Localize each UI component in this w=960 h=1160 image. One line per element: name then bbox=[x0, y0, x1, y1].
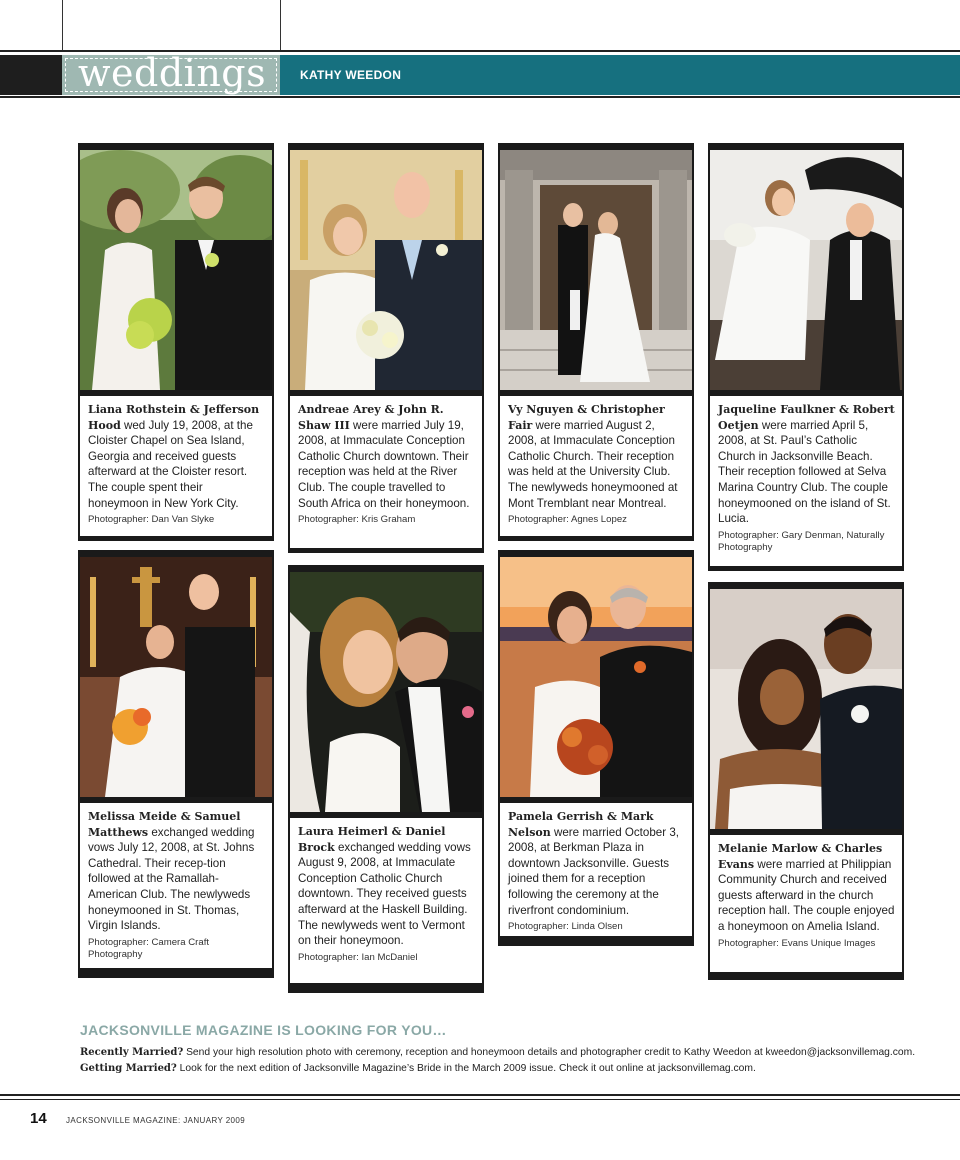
photographer-credit: Photographer: Ian McDaniel bbox=[298, 951, 418, 963]
photographer-credit: Photographer: Gary Denman, Naturally Photography bbox=[718, 529, 885, 554]
promo-label: Recently Married? bbox=[80, 1047, 184, 1058]
wedding-card bbox=[288, 565, 484, 993]
header-rule bbox=[0, 50, 960, 52]
header-rule bbox=[0, 96, 960, 98]
photographer-credit: Photographer: Kris Graham bbox=[298, 514, 416, 526]
couple-names: Liana Rothstein & Jefferson Hood bbox=[88, 403, 260, 432]
photographer-credit: Photographer: Agnes Lopez bbox=[508, 514, 627, 526]
wedding-photo bbox=[710, 589, 902, 829]
wedding-card bbox=[498, 143, 694, 541]
photographer-credit: Photographer: Linda Olsen bbox=[508, 921, 623, 933]
photographer-credit: Photographer: Dan Van Slyke bbox=[88, 514, 215, 526]
wedding-caption bbox=[710, 832, 902, 972]
wedding-photo bbox=[80, 557, 272, 797]
frame-line bbox=[280, 0, 281, 50]
couple-names: Andreae Arey & John R. Shaw III bbox=[298, 403, 444, 432]
wedding-photo bbox=[500, 150, 692, 390]
wedding-card bbox=[78, 143, 274, 541]
promo-label: Getting Married? bbox=[80, 1063, 177, 1074]
wedding-description bbox=[718, 402, 895, 527]
wedding-description bbox=[88, 402, 265, 511]
promo-text: Look for the next edition of Jacksonville Magazine’s Bride in the March 2009 issue. Check it out online at jacksonvillemag.com. bbox=[176, 1063, 756, 1074]
wedding-description bbox=[718, 841, 895, 935]
wedding-description bbox=[298, 824, 475, 949]
wedding-card bbox=[288, 143, 484, 553]
wedding-card bbox=[708, 143, 904, 571]
publication-line: JACKSONVILLE MAGAZINE: JANUARY 2009 bbox=[66, 1116, 246, 1125]
wedding-caption bbox=[500, 393, 692, 536]
author-name: KATHY WEEDON bbox=[300, 68, 402, 82]
wedding-details: were married August 2, 2008, at Immaculate Conception Catholic Church. Their reception was held at the University Club. The newlyweds honeymooned at Mont Tremblant near Montreal. bbox=[508, 418, 678, 510]
wedding-caption bbox=[80, 800, 272, 968]
couple-names: Jaqueline Faulkner & Robert Oetjen bbox=[718, 403, 895, 432]
section-header bbox=[0, 50, 960, 100]
wedding-details: were married April 5, 2008, at St. Paul’s Catholic Church in Jacksonville Beach. Their reception followed at Selva Marina Country Club. The couple honeymooned on the island of St. Lucia. bbox=[718, 418, 891, 526]
wedding-description bbox=[88, 809, 265, 934]
wedding-description bbox=[298, 402, 475, 511]
header-black-block bbox=[0, 55, 62, 95]
couple-names: Pamela Gerrish & Mark Nelson bbox=[508, 810, 654, 839]
wedding-caption bbox=[80, 393, 272, 536]
wedding-photo bbox=[500, 557, 692, 797]
footer-rule bbox=[0, 1094, 960, 1096]
wedding-card bbox=[708, 582, 904, 980]
wedding-caption bbox=[710, 393, 902, 566]
frame-line bbox=[62, 0, 63, 50]
wedding-photo bbox=[290, 150, 482, 390]
wedding-details: exchanged wedding vows August 9, 2008, at Immaculate Conception Catholic Church downtown. They received guests afterward at the Haskell Building. The newlyweds went to Vermont on their honeymoon. bbox=[298, 840, 471, 948]
wedding-details: wed July 19, 2008, at the Cloister Chapel on Sea Island, Georgia and received guests afterward at the Cloister resort. The couple spent their honeymoon in New York City. bbox=[88, 418, 253, 510]
promo-text: Send your high resolution photo with ceremony, reception and honeymoon details and photographer credit to Kathy Weedon at kweedon@jacksonvillemag.com. bbox=[183, 1047, 916, 1058]
wedding-details: were married at Philippian Community Church and received guests afterward in the church reception hall. The couple enjoyed a honeymoon on Amelia Island. bbox=[718, 857, 895, 933]
wedding-details: were married October 3, 2008, at Berkman Plaza in downtown Jacksonville. Guests joined them for a reception following the ceremony at the riverfront condominium. bbox=[508, 825, 679, 917]
promo-title: JACKSONVILLE MAGAZINE IS LOOKING FOR YOU… bbox=[80, 1022, 447, 1038]
wedding-description bbox=[508, 402, 685, 511]
wedding-photo bbox=[290, 572, 482, 812]
wedding-description bbox=[508, 809, 685, 918]
wedding-photo bbox=[80, 150, 272, 390]
wedding-caption bbox=[290, 815, 482, 983]
promo-line-getting-married bbox=[80, 1063, 756, 1074]
couple-names: Laura Heimerl & Daniel Brock bbox=[298, 825, 446, 854]
wedding-caption bbox=[500, 800, 692, 936]
wedding-details: were married July 19, 2008, at Immaculate Conception Catholic Church downtown. Their reception was held at the River Club. The couple travelled to South Africa on their honeymoon. bbox=[298, 418, 470, 510]
footer-rule bbox=[0, 1099, 960, 1100]
wedding-caption bbox=[290, 393, 482, 548]
photographer-credit: Photographer: Evans Unique Images bbox=[718, 937, 876, 949]
couple-names: Melanie Marlow & Charles Evans bbox=[718, 842, 883, 871]
wedding-card bbox=[498, 550, 694, 946]
wedding-photo bbox=[710, 150, 902, 390]
wedding-details: exchanged wedding vows July 12, 2008, at St. Johns Cathedral. Their recep-tion followed at the Ramallah-American Club. The newlyweds honeymooned in St. Thomas, Virgin Islands. bbox=[88, 825, 255, 933]
promo-line-recently-married bbox=[80, 1047, 915, 1058]
section-title: weddings bbox=[78, 55, 267, 95]
couple-names: Melissa Meide & Samuel Matthews bbox=[88, 810, 241, 839]
section-logo bbox=[62, 55, 280, 95]
page-number: 14 bbox=[30, 1110, 47, 1127]
photographer-credit: Photographer: Camera Craft Photography bbox=[88, 936, 210, 961]
couple-names: Vy Nguyen & Christopher Fair bbox=[508, 403, 665, 432]
wedding-card bbox=[78, 550, 274, 978]
